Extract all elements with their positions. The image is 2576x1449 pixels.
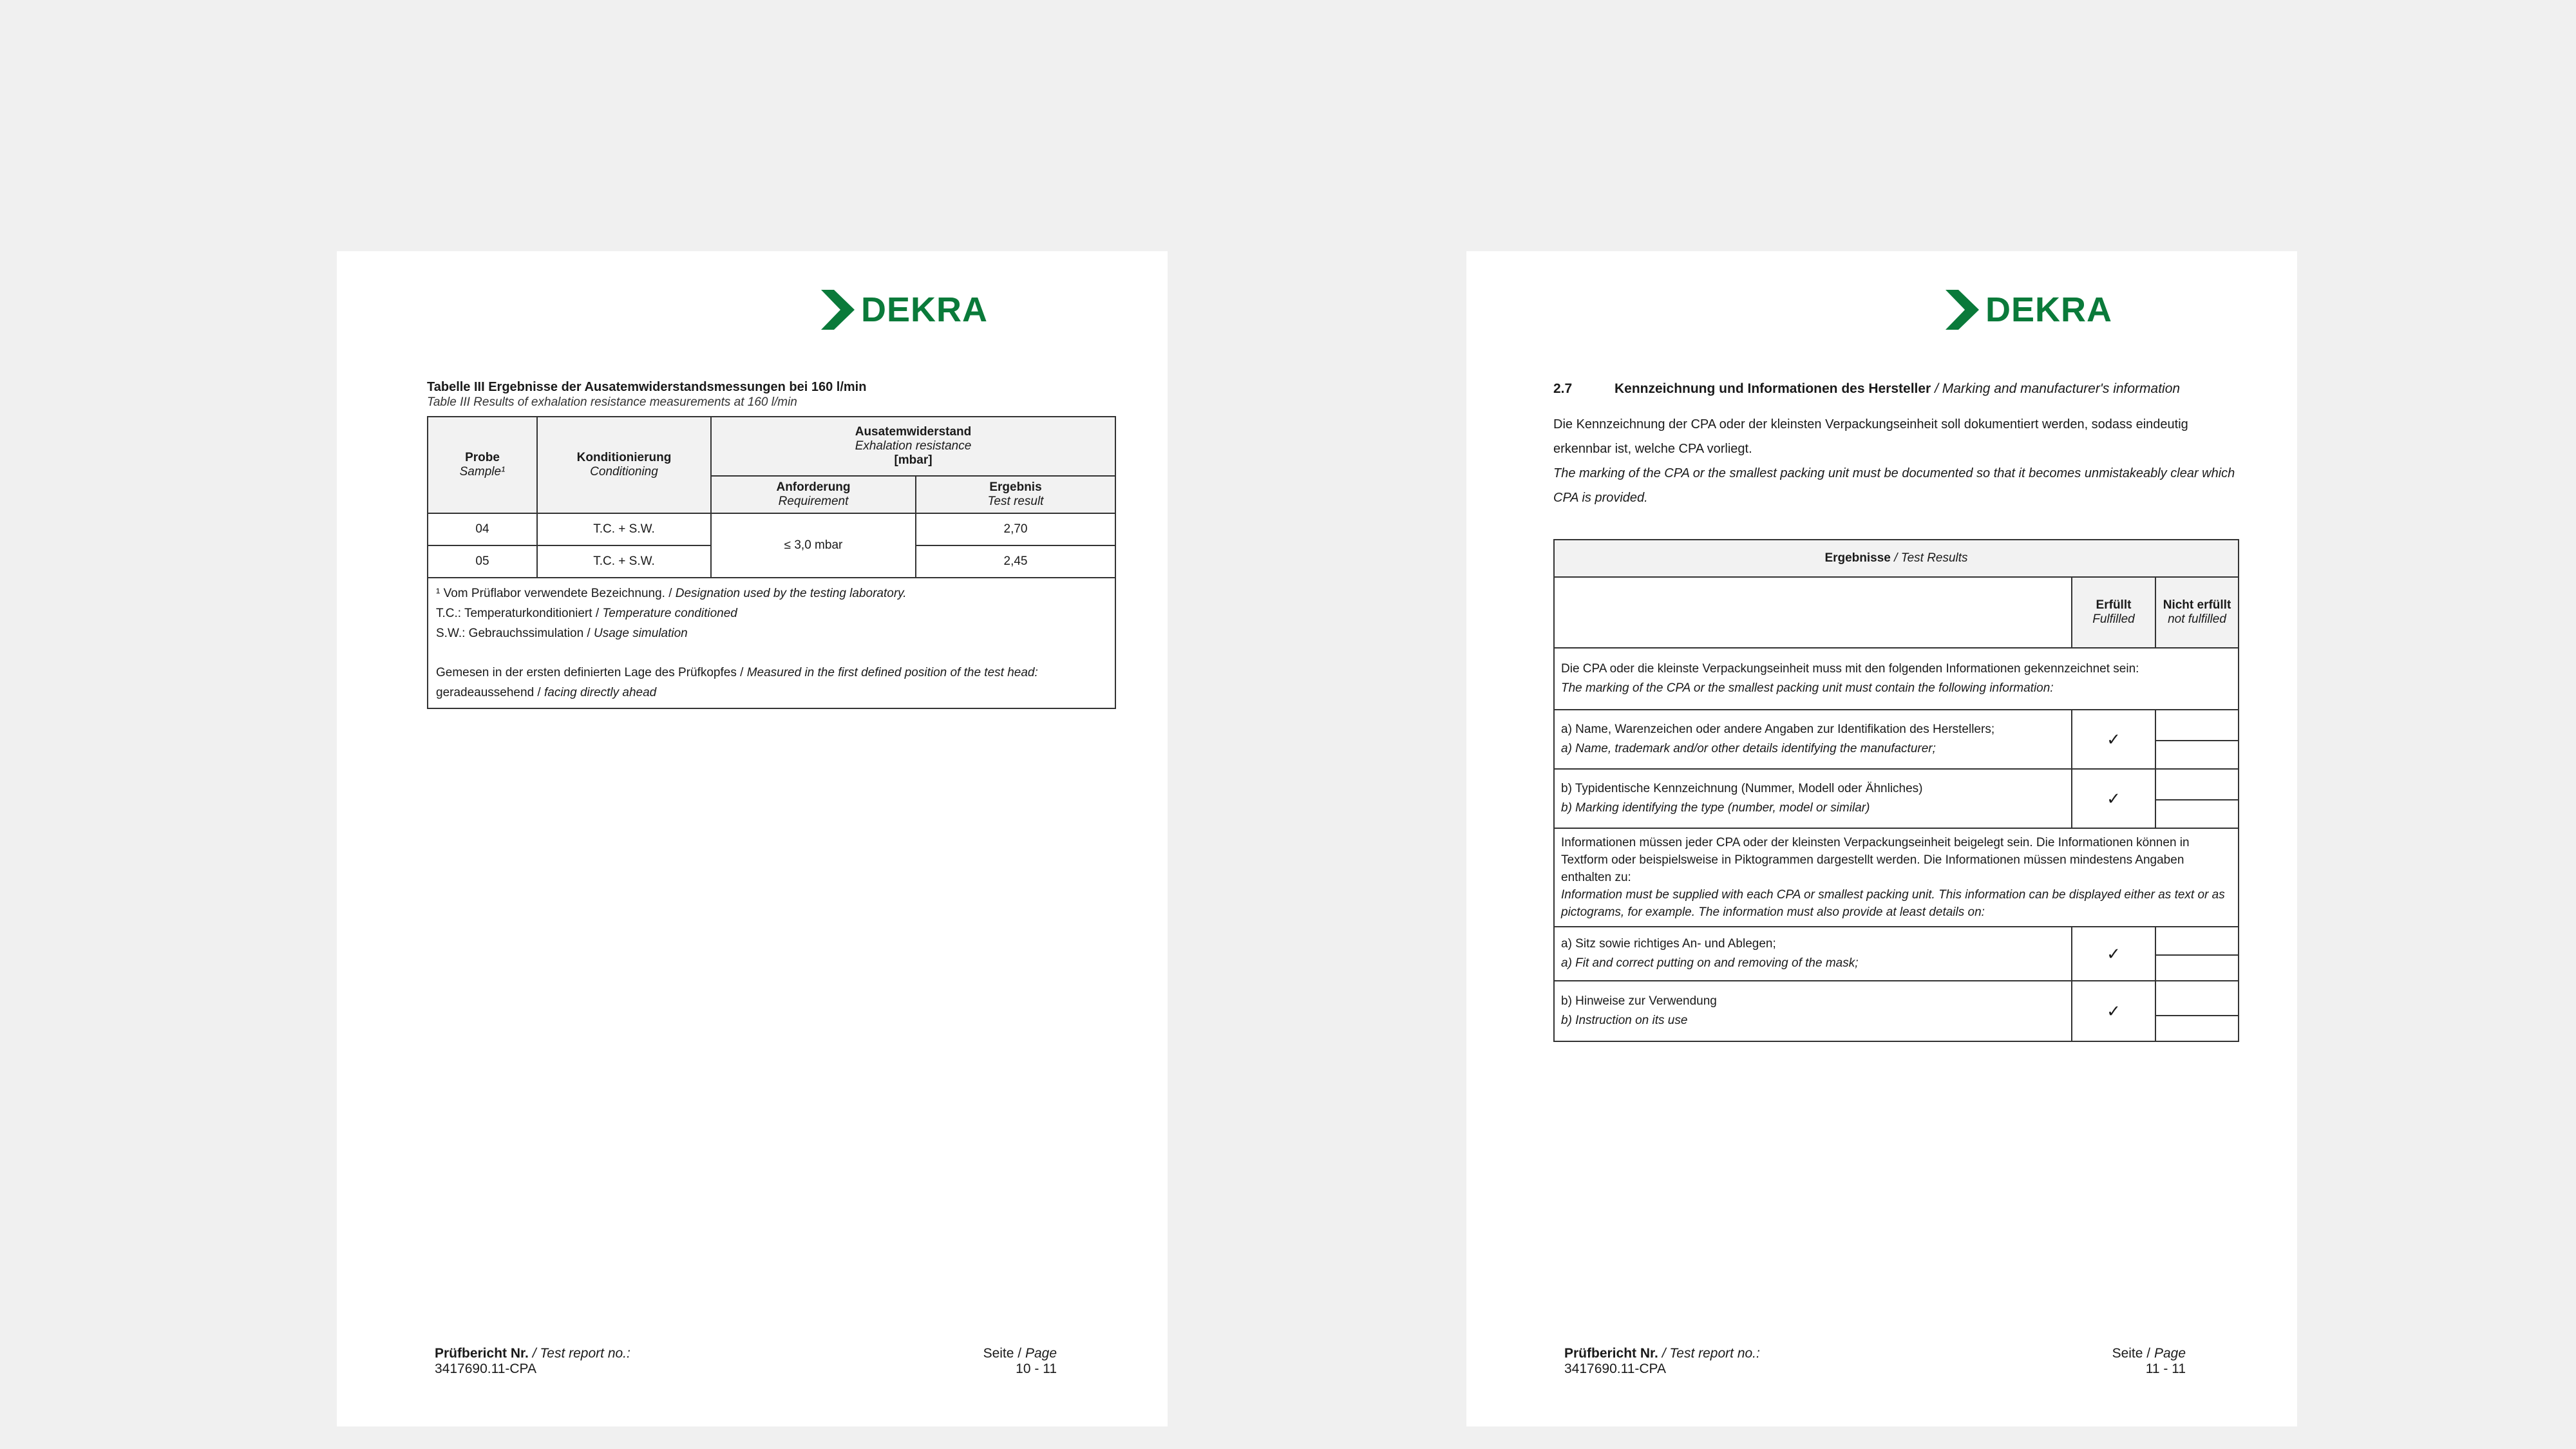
table-row <box>428 513 1115 545</box>
logo-text: DEKRA <box>1985 290 2113 329</box>
header-blank <box>1554 577 2072 648</box>
item-fit-donning: a) Sitz sowie richtiges An- und Ablegen; a) Fit and correct putting on and removing of the mask; <box>1554 927 2072 981</box>
dekra-arrow-icon <box>1944 289 1980 331</box>
header-conditioning: Konditionierung Conditioning <box>537 417 711 513</box>
header-exhalation-resistance: Ausatemwiderstand Exhalation resistance [mbar] <box>711 417 1115 476</box>
fulfilled-check: ✓ <box>2072 769 2155 828</box>
fulfilled-check: ✓ <box>2072 927 2155 981</box>
requirement-cell: ≤ 3,0 mbar <box>711 513 916 578</box>
footer-report-number: Prüfbericht Nr. / Test report no.: 3417690.11-CPA <box>1564 1346 1760 1376</box>
fulfilled-check: ✓ <box>2072 981 2155 1041</box>
header-fulfilled: Erfüllt Fulfilled <box>2072 577 2155 648</box>
footer-page-number: Seite / Page 11 - 11 <box>2112 1346 2186 1376</box>
footer-report-number: Prüfbericht Nr. / Test report no.: 3417690.11-CPA <box>435 1346 630 1376</box>
requirement-block-information: Informationen müssen jeder CPA oder der kleinsten Verpackungseinheit beigelegt sein. Die Informationen können in Textform oder beispielsweise in Piktogrammen dargestellt werden. Die Informationen müssen mindestens Angaben enthalten zu: Information must be supplied with each CPA or smallest packing unit. This information can be displayed either as text or as pictograms, for example. The information must also provide at least details on: <box>1554 828 2239 927</box>
result-cell: 2,70 <box>916 513 1115 545</box>
results-header: Ergebnisse / Test Results <box>1554 540 2239 577</box>
table-subtitle: Table III Results of exhalation resistance measurements at 160 l/min <box>427 395 797 409</box>
table-row <box>1554 710 2239 741</box>
logo-text: DEKRA <box>861 290 989 329</box>
item-instructions: b) Hinweise zur Verwendung b) Instruction on its use <box>1554 981 2072 1041</box>
conditioning-cell: T.C. + S.W. <box>537 545 711 578</box>
table-row <box>1554 927 2239 955</box>
dekra-logo <box>820 289 988 331</box>
item-type-marking: b) Typidentische Kennzeichnung (Nummer, Modell oder Ähnliches) b) Marking identifying the type (number, model or similar) <box>1554 769 2072 828</box>
document-page-11 <box>1466 251 2297 1426</box>
not-fulfilled-cell <box>2155 741 2239 769</box>
not-fulfilled-cell <box>2155 955 2239 981</box>
conditioning-cell: T.C. + S.W. <box>537 513 711 545</box>
fulfilled-check: ✓ <box>2072 710 2155 769</box>
table-footnotes: ¹ Vom Prüflabor verwendete Bezeichnung. / Designation used by the testing laboratory. T.C.: Temperaturkonditioniert / Temperature conditioned S.W.: Gebrauchssimulation / Usage simulation Gemesen in der ersten definierten Lage des Prüfkopfes / Measured in the first defined position of the test head: geradeaussehend / facing directly ahead <box>428 578 1115 708</box>
header-not-fulfilled: Nicht erfüllt not fulfilled <box>2155 577 2239 648</box>
requirement-block-marking: Die CPA oder die kleinste Verpackungseinheit muss mit den folgenden Informationen gekennzeichnet sein: The marking of the CPA or the smallest packing unit must contain the following information: <box>1554 648 2239 710</box>
section-heading: 2.7 Kennzeichnung und Informationen des Hersteller / Marking and manufacturer's information <box>1553 381 2181 396</box>
table-row <box>1554 769 2239 800</box>
table-row <box>1554 981 2239 1016</box>
not-fulfilled-cell <box>2155 1016 2239 1041</box>
sample-cell: 05 <box>428 545 537 578</box>
table-title: Tabelle III Ergebnisse der Ausatemwiderstandsmessungen bei 160 l/min <box>427 380 867 394</box>
footer-page-number: Seite / Page 10 - 11 <box>983 1346 1057 1376</box>
not-fulfilled-cell <box>2155 769 2239 800</box>
not-fulfilled-cell <box>2155 981 2239 1016</box>
dekra-arrow-icon <box>820 289 856 331</box>
dekra-logo <box>1944 289 2112 331</box>
not-fulfilled-cell <box>2155 927 2239 955</box>
exhalation-resistance-table <box>427 416 1116 709</box>
not-fulfilled-cell <box>2155 710 2239 741</box>
header-result: Ergebnis Test result <box>916 476 1115 513</box>
header-sample: Probe Sample¹ <box>428 417 537 513</box>
not-fulfilled-cell <box>2155 800 2239 828</box>
result-cell: 2,45 <box>916 545 1115 578</box>
document-page-10 <box>337 251 1168 1426</box>
sample-cell: 04 <box>428 513 537 545</box>
header-requirement: Anforderung Requirement <box>711 476 916 513</box>
item-manufacturer-id: a) Name, Warenzeichen oder andere Angaben zur Identifikation des Herstellers; a) Name, trademark and/or other details identifying the manufacturer; <box>1554 710 2072 769</box>
section-intro: Die Kennzeichnung der CPA oder der kleinsten Verpackungseinheit soll dokumentiert werden, sodass eindeutig erkennbar ist, welche CPA vorliegt. The marking of the CPA or the smallest packing unit must be documented so that it becomes unmistakeably clear which CPA is provided. <box>1553 417 2235 505</box>
marking-results-table <box>1553 539 2239 1042</box>
